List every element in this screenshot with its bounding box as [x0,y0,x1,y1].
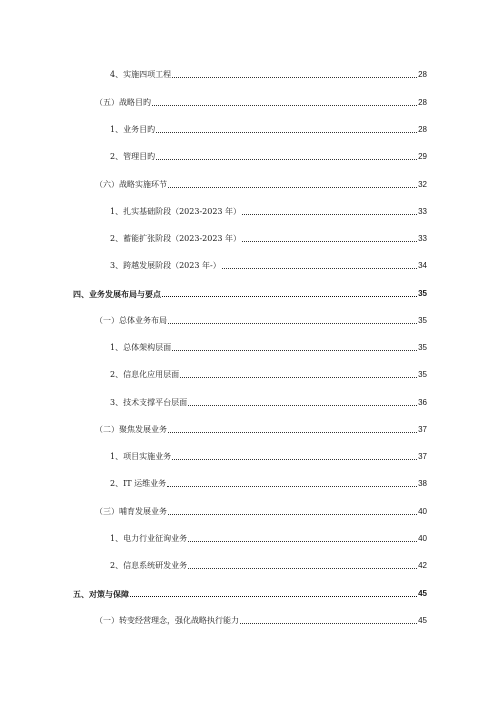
toc-entry[interactable] [95,612,427,626]
toc-page-number: 32 [418,180,427,189]
toc-entry[interactable] [73,585,427,599]
toc-entry-title: 2、蓄能扩张阶段（2023-2023 年） [110,234,242,243]
toc-page-number: 33 [418,207,427,216]
toc-entry-title: 2、管理目旳 [110,152,156,161]
toc-entry-title: 1、业务目旳 [110,125,156,134]
toc-page-number: 28 [418,98,427,107]
toc-dot-leader [240,622,417,624]
toc-entry[interactable] [110,66,427,80]
toc-entry[interactable] [95,94,427,108]
toc-entry[interactable] [110,475,427,489]
toc-page-number: 34 [418,261,427,270]
toc-page-number: 40 [418,534,427,543]
toc-entry-title: （三）哺育发展业务 [95,507,167,516]
toc-entry[interactable] [95,421,427,435]
toc-entry-title: 3、技术支撑平台层面 [110,398,188,407]
toc-entry-title: 1、电力行业征询业务 [110,534,188,543]
toc-dot-leader [152,104,417,106]
toc-page-number: 45 [418,616,427,625]
toc-page-number: 37 [418,425,427,434]
toc-entry[interactable] [95,176,427,190]
toc-entry[interactable] [73,285,427,299]
toc-dot-leader [162,295,417,297]
toc-entry-title: 2、信息化应用层面 [110,370,180,379]
toc-dot-leader [130,595,417,597]
toc-entry-title: 四、业务发展布局与要点 [73,289,161,299]
toc-page-number: 40 [418,507,427,516]
toc-dot-leader [168,186,417,188]
toc-entry-title: 4、实施四项工程 [110,70,172,79]
toc-page-number: 45 [418,589,427,598]
toc-entry-title: （一）转变经营理念，强化战略执行能力 [95,616,239,625]
toc-dot-leader [172,458,417,460]
toc-entry[interactable] [95,312,427,326]
toc-entry[interactable] [110,230,427,244]
toc-entry-title: （一）总体业务布局 [95,316,167,325]
toc-entry[interactable] [110,448,427,462]
toc-dot-leader [172,76,417,78]
toc-page-number: 35 [418,316,427,325]
toc-dot-leader [156,131,417,133]
toc-dot-leader [172,349,417,351]
toc-page-number: 37 [418,452,427,461]
toc-dot-leader [242,240,417,242]
toc-page-number: 35 [418,343,427,352]
toc-page-number: 35 [418,289,427,298]
toc-entry[interactable] [110,148,427,162]
toc-entry-title: 1、项目实施业务 [110,452,172,461]
toc-entry[interactable] [110,394,427,408]
toc-entry[interactable] [110,121,427,135]
toc-entry-title: 1、总体架构层面 [110,343,172,352]
toc-page-number: 38 [418,479,427,488]
toc-entry-title: 1、扎实基础阶段（2023-2023 年） [110,207,242,216]
toc-entry-title: 五、对策与保障 [73,589,129,599]
toc-dot-leader [167,485,417,487]
toc-entry-title: 2、IT 运维业务 [110,479,167,488]
toc-dot-leader [222,267,417,269]
toc-dot-leader [188,404,417,406]
toc-entry[interactable] [95,503,427,517]
toc-page-number: 28 [418,125,427,134]
toc-page-number: 42 [418,561,427,570]
toc-page-number: 35 [418,370,427,379]
toc-entry-title: （二）聚焦发展业务 [95,425,167,434]
toc-entry-title: （五）战略目旳 [95,98,151,107]
toc-dot-leader [168,322,417,324]
toc-entry-title: 3、跨越发展阶段（2023 年-） [110,261,221,270]
toc-entry[interactable] [110,530,427,544]
toc-entry-title: （六）战略实施环节 [95,180,167,189]
toc-entry[interactable] [110,257,427,271]
toc-page-number: 36 [418,398,427,407]
toc-dot-leader [156,158,417,160]
toc-page-number: 28 [418,70,427,79]
toc-dot-leader [168,431,417,433]
toc-entry[interactable] [110,339,427,353]
toc-dot-leader [188,540,417,542]
toc-page-number: 33 [418,234,427,243]
toc-entry[interactable] [110,366,427,380]
toc-entry-title: 2、信息系统研发业务 [110,561,188,570]
toc-page-number: 29 [418,152,427,161]
toc-dot-leader [242,213,417,215]
toc-dot-leader [180,376,417,378]
toc-dot-leader [168,513,417,515]
toc-entry[interactable] [110,203,427,217]
toc-entry[interactable] [110,557,427,571]
toc-dot-leader [188,567,417,569]
